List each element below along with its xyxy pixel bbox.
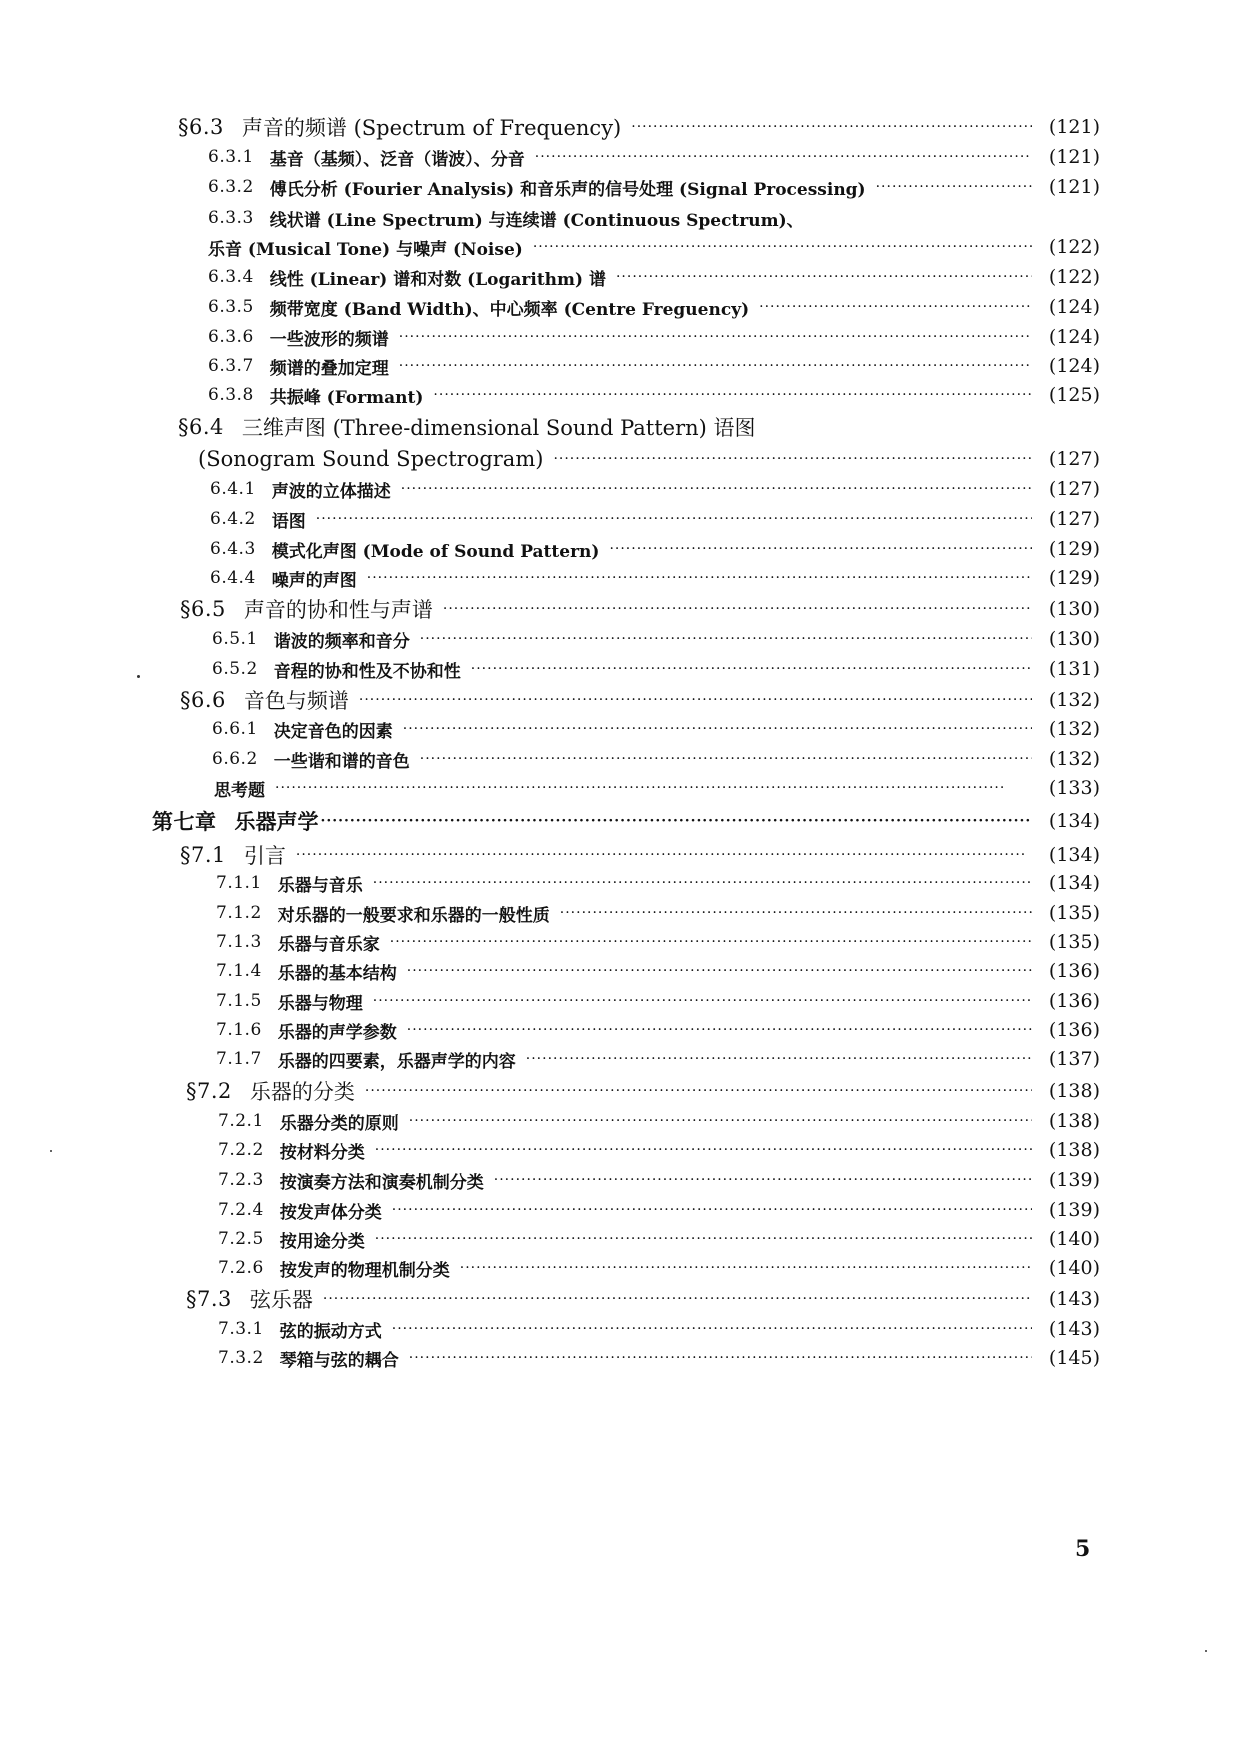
entry-title: 乐器与物理 [277,993,363,1014]
dot-leader [609,538,1032,560]
entry-page: (129) [1048,538,1100,560]
entry-page: (139) [1048,1169,1100,1191]
entry-number: 6.5.1 [212,629,258,649]
entry-page: (130) [1048,598,1100,620]
toc-entry-subsection[interactable] [0,868,1240,898]
entry-title: 弦的振动方式 [279,1321,382,1342]
dot-leader [399,355,1032,377]
entry-number: 7.2.1 [218,1111,264,1131]
toc-entry-subsection[interactable] [0,927,1240,957]
entry-number: 6.4.1 [210,479,256,499]
entry-number: §6.4 [178,415,224,439]
entry-number: 6.3.5 [208,297,254,317]
dot-leader [526,1048,1032,1070]
entry-page: (122) [1048,266,1100,288]
dot-leader [373,990,1032,1012]
toc-entry-subsection[interactable] [0,898,1240,928]
dot-leader [401,478,1032,500]
dot-leader [359,689,1032,711]
toc-entry-subsection[interactable] [0,1165,1240,1195]
entry-title: 乐器与音乐家 [277,934,380,955]
toc-entry-subsection[interactable] [0,1106,1240,1136]
dot-leader [407,1019,1032,1041]
entry-title: 乐器的声学参数 [277,1022,397,1043]
entry-title: 思考题 [214,780,265,801]
entry-title: 乐器分类的原则 [279,1113,399,1134]
entry-page: (135) [1048,902,1100,924]
entry-number: 6.3.8 [208,385,254,405]
entry-page: (124) [1048,355,1100,377]
entry-title: 决定音色的因素 [273,721,393,742]
entry-number: 7.2.5 [218,1229,264,1249]
entry-page: (132) [1048,748,1100,770]
toc-entry-subsection[interactable] [0,534,1240,564]
dot-leader [494,1169,1032,1191]
entry-page: (143) [1048,1318,1100,1340]
entry-page: (139) [1048,1199,1100,1221]
dot-leader [471,658,1032,680]
entry-number: 7.2.3 [218,1170,264,1190]
dot-leader [535,146,1032,168]
dot-leader [420,748,1032,770]
entry-page: (140) [1048,1257,1100,1279]
toc-entry-section[interactable] [0,683,1240,717]
toc-entry-subsection[interactable] [0,654,1240,684]
entry-number: §6.5 [180,597,226,621]
toc-entry-subsection[interactable] [0,1015,1240,1045]
dot-leader [420,628,1032,650]
toc-entry-subsection[interactable] [0,956,1240,986]
entry-number: 6.5.2 [212,659,258,679]
entry-page: (121) [1048,116,1100,138]
entry-number: §7.2 [186,1079,232,1103]
entry-number: 6.4.2 [210,509,256,529]
entry-title: 按发声体分类 [279,1202,382,1223]
toc-entry-subsection[interactable] [0,262,1240,292]
entry-number: 7.3.1 [218,1319,264,1339]
entry-number: 6.3.6 [208,327,254,347]
entry-number: §7.1 [180,843,226,867]
entry-page: (138) [1048,1080,1100,1102]
entry-page: (124) [1048,326,1100,348]
toc-entry-section[interactable] [0,1282,1240,1316]
dot-leader [275,777,1032,799]
entry-title: 按发声的物理机制分类 [279,1260,450,1281]
entry-number: 7.1.6 [216,1020,262,1040]
dot-leader [375,1228,1032,1250]
dot-leader [296,844,1032,866]
entry-title: 引言 [243,844,286,868]
scan-speck [137,675,140,678]
dot-leader [407,960,1032,982]
entry-page: (134) [1048,872,1100,894]
dot-leader [373,872,1032,894]
toc-entry-subsection[interactable] [0,380,1240,410]
toc-entry-subsection[interactable] [0,203,1240,233]
toc-entry-subsection[interactable] [0,1195,1240,1225]
entry-title: 一些谐和谱的音色 [273,751,410,772]
entry-title: 乐器与音乐 [277,875,363,896]
dot-leader [375,1139,1032,1161]
entry-title: 三维声图 (Three-dimensional Sound Pattern) 语图 [241,416,756,440]
toc-entry-section[interactable] [0,410,1240,444]
entry-title: 乐音 (Musical Tone) 与噪声 (Noise) [208,239,523,260]
dot-leader [409,1347,1032,1369]
entry-title: 声波的立体描述 [271,481,391,502]
toc-entry-subsection[interactable] [0,1135,1240,1165]
entry-page: (136) [1048,960,1100,982]
entry-title: 按材料分类 [279,1142,365,1163]
entry-number: 6.3.1 [208,147,254,167]
toc-entry-continuation[interactable] [0,232,1240,262]
dot-leader [390,931,1032,953]
entry-title: 频带宽度 (Band Width)、中心频率 (Centre Freguency) [269,299,750,320]
toc-entry-section[interactable] [0,1074,1240,1108]
entry-page: (136) [1048,990,1100,1012]
entry-number: 6.3.7 [208,356,254,376]
entry-title: 谐波的频率和音分 [273,631,410,652]
entry-page: (127) [1048,508,1100,530]
dot-leader [392,1199,1032,1221]
entry-title: 线性 (Linear) 谱和对数 (Logarithm) 谱 [269,269,606,290]
entry-number: §7.3 [186,1287,232,1311]
entry-page: (140) [1048,1228,1100,1250]
dot-leader [409,1110,1032,1132]
entry-number: 6.3.3 [208,208,254,228]
dot-leader [443,598,1032,620]
entry-title: 按用途分类 [279,1231,365,1252]
entry-number: 7.3.2 [218,1348,264,1368]
entry-page: (138) [1048,1110,1100,1132]
toc-entry-subsection[interactable] [0,986,1240,1016]
dot-leader [631,116,1032,138]
entry-number: 7.2.4 [218,1200,264,1220]
entry-title: 噪声的声图 [271,570,357,591]
entry-number: 6.4.3 [210,539,256,559]
entry-number: 第七章 [152,809,217,834]
toc-entry-subsection[interactable] [0,563,1240,593]
entry-title: 一些波形的频谱 [269,329,389,350]
entry-page: (127) [1048,448,1100,470]
dot-leader [433,384,1032,406]
entry-number: 6.3.4 [208,267,254,287]
toc-entry-subsection[interactable] [0,351,1240,381]
toc-entry-subsection[interactable] [0,142,1240,172]
entry-number: §6.6 [180,688,226,712]
toc-entry-subsection[interactable] [0,322,1240,352]
entry-number: 7.1.3 [216,932,262,952]
dot-leader [392,1318,1032,1340]
entry-title: 对乐器的一般要求和乐器的一般性质 [277,905,550,926]
dot-leader [399,326,1032,348]
entry-page: (135) [1048,931,1100,953]
entry-page: (130) [1048,628,1100,650]
entry-page: (127) [1048,478,1100,500]
entry-page: (121) [1048,146,1100,168]
dot-leader [316,508,1032,530]
entry-page: (125) [1048,384,1100,406]
toc-entry-subsection[interactable] [0,1343,1240,1373]
entry-page: (122) [1048,236,1100,258]
toc-entry-subsection[interactable] [0,172,1240,202]
dot-leader [759,296,1032,318]
toc-entry-subsection[interactable] [0,714,1240,744]
entry-title: 声音的协和性与声谱 [243,598,433,622]
entry-page: (137) [1048,1048,1100,1070]
entry-page: (132) [1048,718,1100,740]
entry-title: 琴箱与弦的耦合 [279,1350,399,1371]
page-number: 5 [1075,1536,1091,1562]
entry-title: (Sonogram Sound Spectrogram) [198,447,544,471]
entry-number: 7.1.7 [216,1049,262,1069]
entry-title: 基音（基频）、泛音（谐波）、分音 [269,149,525,170]
entry-page: (138) [1048,1139,1100,1161]
entry-page: (129) [1048,567,1100,589]
entry-title: 语图 [271,511,306,532]
toc-entry-section[interactable] [0,838,1240,872]
toc-entry-subsection[interactable] [0,624,1240,654]
entry-title: 频谱的叠加定理 [269,358,389,379]
entry-number: 7.1.4 [216,961,262,981]
entry-title: 弦乐器 [249,1288,313,1312]
toc-entry-subsection[interactable] [0,504,1240,534]
entry-page: (143) [1048,1288,1100,1310]
entry-page: (133) [1048,777,1100,799]
dot-leader [616,266,1032,288]
entry-title: 音色与频谱 [243,689,349,713]
entry-number: 7.1.2 [216,903,262,923]
entry-title: 按演奏方法和演奏机制分类 [279,1172,484,1193]
entry-title: 声音的频谱 (Spectrum of Frequency) [241,116,622,140]
entry-number: 7.1.5 [216,991,262,1011]
entry-page: (132) [1048,689,1100,711]
scan-speck [50,1150,52,1152]
entry-title: 傅氏分析 (Fourier Analysis) 和音乐声的信号处理 (Signal Processing) [269,179,866,200]
dot-leader [321,810,1033,832]
toc-entry-section[interactable] [0,110,1240,144]
entry-page: (134) [1048,844,1100,866]
entry-number: §6.3 [178,115,224,139]
entry-title: 乐器声学 [234,809,319,834]
entry-title: 音程的协和性及不协和性 [273,661,461,682]
entry-title: 乐器的基本结构 [277,963,397,984]
dot-leader [403,718,1032,740]
entry-number: 6.6.2 [212,749,258,769]
dot-leader [560,902,1032,924]
entry-page: (145) [1048,1347,1100,1369]
dot-leader [533,236,1032,258]
entry-title: 乐器的四要素，乐器声学的内容 [277,1051,516,1072]
entry-number: 6.4.4 [210,568,256,588]
dot-leader [876,176,1032,198]
toc-entry-chapter[interactable] [0,804,1240,838]
toc-entry-subsection[interactable] [0,1253,1240,1283]
entry-page: (124) [1048,296,1100,318]
toc-entry-exercises[interactable] [0,773,1240,803]
toc-entry-subsection[interactable] [0,1044,1240,1074]
entry-number: 6.6.1 [212,719,258,739]
toc-entry-subsection[interactable] [0,292,1240,322]
scan-speck [1205,1650,1207,1652]
entry-number: 6.3.2 [208,177,254,197]
toc-entry-subsection[interactable] [0,474,1240,504]
toc-entry-subsection[interactable] [0,744,1240,774]
dot-leader [365,1080,1032,1102]
entry-number: 7.2.2 [218,1140,264,1160]
toc-entry-subsection[interactable] [0,1314,1240,1344]
entry-number: 7.2.6 [218,1258,264,1278]
dot-leader [553,448,1032,470]
entry-page: (131) [1048,658,1100,680]
toc-entry-continuation[interactable] [0,442,1240,476]
entry-title: 模式化声图 (Mode of Sound Pattern) [271,541,600,562]
dot-leader [460,1257,1032,1279]
dot-leader [367,567,1032,589]
entry-page: (134) [1048,810,1100,832]
entry-title: 线状谱 (Line Spectrum) 与连续谱 (Continuous Spectrum)、 [269,210,804,231]
dot-leader [323,1288,1032,1310]
entry-page: (136) [1048,1019,1100,1041]
entry-title: 共振峰 (Formant) [269,387,424,408]
entry-number: 7.1.1 [216,873,262,893]
toc-entry-subsection[interactable] [0,1224,1240,1254]
entry-title: 乐器的分类 [249,1080,355,1104]
entry-page: (121) [1048,176,1100,198]
toc-entry-section[interactable] [0,592,1240,626]
